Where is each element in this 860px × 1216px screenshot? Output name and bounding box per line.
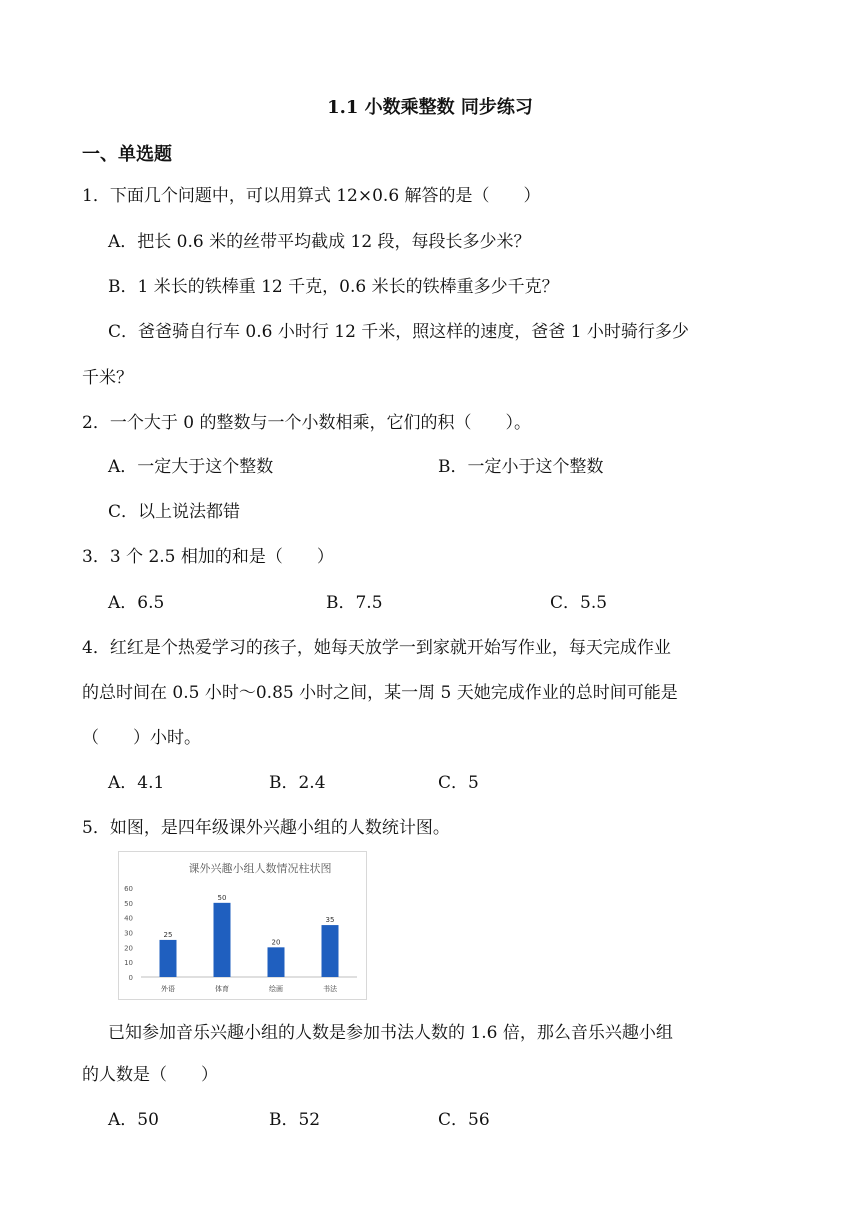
question-5-text-line-2: 的人数是（ ）	[82, 1065, 218, 1085]
question-3-option-a: A．6.5	[108, 593, 165, 613]
question-4-stem-line-3: （ ）小时。	[82, 728, 201, 748]
y-tick-label: 50	[124, 899, 133, 908]
question-4-stem-line-1: 4．红红是个热爱学习的孩子，她每天放学一到家就开始写作业，每天完成作业	[82, 638, 671, 658]
worksheet-title: 1.1 小数乘整数 同步练习	[327, 97, 533, 118]
section-heading: 一、单选题	[82, 144, 172, 165]
question-3-option-c: C．5.5	[550, 593, 608, 613]
x-category-label: 绘画	[269, 985, 283, 993]
y-tick-label: 30	[124, 929, 133, 938]
question-1-option-a: A．把长 0.6 米的丝带平均截成 12 段，每段长多少米？	[108, 232, 531, 252]
x-category-label: 外语	[161, 985, 175, 993]
question-2-option-c: C．以上说法都错	[108, 502, 241, 522]
bar-value-label: 35	[325, 916, 335, 925]
question-4-option-a: A．4.1	[108, 773, 165, 793]
question-4-stem-line-2: 的总时间在 0.5 小时～0.85 小时之间，某一周 5 天她完成作业的总时间可能是	[82, 683, 678, 703]
question-4-option-b: B．2.4	[269, 773, 326, 793]
question-2-option-b: B．一定小于这个整数	[438, 457, 604, 477]
bar-chart	[118, 851, 367, 1000]
question-3-option-b: B．7.5	[326, 593, 383, 613]
question-3-stem: 3．3 个 2.5 相加的和是（ ）	[82, 547, 334, 567]
question-1-stem: 1．下面几个问题中，可以用算式 12×0.6 解答的是（ ）	[82, 186, 541, 206]
question-4-option-c: C．5	[438, 773, 479, 793]
y-tick-label: 20	[124, 944, 133, 953]
bar	[214, 903, 231, 977]
y-tick-label: 0	[128, 974, 133, 982]
bar	[160, 940, 177, 977]
bar-value-label: 50	[217, 893, 227, 902]
question-1-option-c-continued: 千米？	[82, 368, 133, 388]
y-tick-label: 60	[124, 885, 133, 893]
question-2-stem: 2．一个大于 0 的整数与一个小数相乘，它们的积（ ）。	[82, 413, 531, 433]
x-category-label: 体育	[215, 985, 229, 993]
question-5-text-line-1: 已知参加音乐兴趣小组的人数是参加书法人数的 1.6 倍，那么音乐兴趣小组	[108, 1023, 673, 1043]
question-2-option-a: A．一定大于这个整数	[108, 457, 274, 477]
question-5-stem: 5．如图，是四年级课外兴趣小组的人数统计图。	[82, 818, 450, 838]
question-5-option-c: C．56	[438, 1110, 490, 1130]
chart-title: 课外兴趣小组人数情况柱状图	[188, 862, 332, 875]
bar-value-label: 20	[271, 938, 281, 947]
question-5-option-b: B．52	[269, 1110, 321, 1130]
bar	[322, 925, 339, 977]
bar	[268, 947, 285, 977]
bar-value-label: 25	[163, 930, 173, 939]
question-1-option-b: B．1 米长的铁棒重 12 千克，0.6 米长的铁棒重多少千克？	[108, 277, 559, 297]
question-1-option-c: C．爸爸骑自行车 0.6 小时行 12 千米，照这样的速度，爸爸 1 小时骑行多少	[108, 322, 689, 342]
x-category-label: 书法	[323, 985, 337, 993]
y-tick-label: 40	[124, 914, 133, 923]
y-tick-label: 10	[124, 959, 133, 968]
bar-chart-svg	[119, 852, 366, 999]
question-5-option-a: A．50	[108, 1110, 159, 1130]
